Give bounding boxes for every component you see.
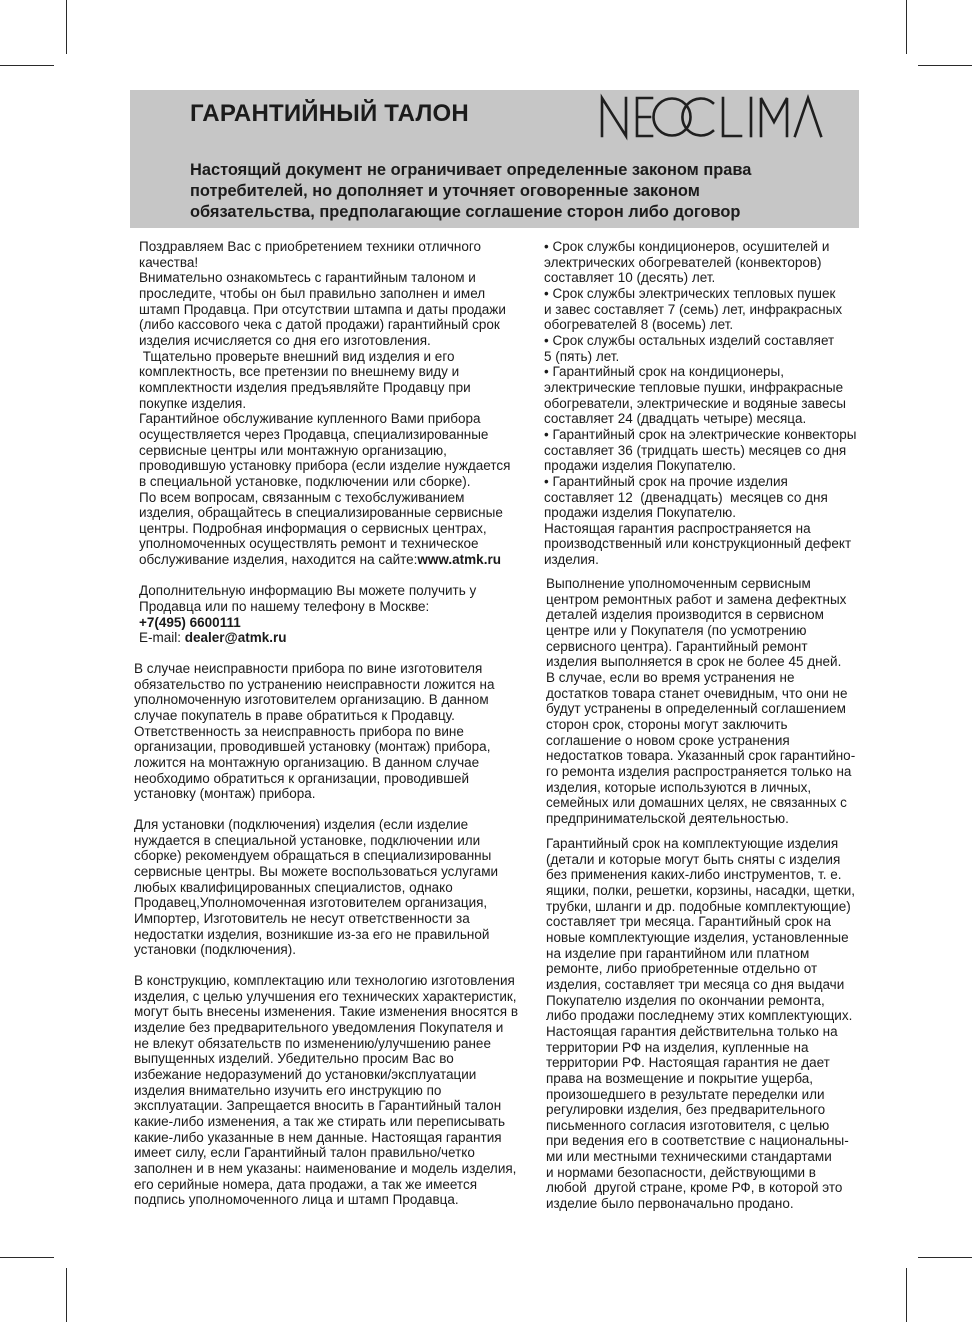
email-line: [139, 630, 510, 646]
text-line: продажи изделия Покупателю.: [544, 458, 736, 474]
blank-line: [139, 568, 510, 584]
crop-mark-top-left: [66, 0, 67, 54]
text-line: го ремонта изделия распространяется только на: [546, 763, 852, 779]
text-line: Импортер, Изготовитель не несут ответственности за: [134, 910, 470, 926]
text-line: составляет 36 (тридцать шесть) месяцев со дня: [544, 442, 847, 458]
text-line: Внимательно ознакомьтесь с гарантийным талоном и: [139, 270, 476, 286]
crop-mark-bottom-left: [66, 1268, 67, 1322]
text-line: (либо кассового чека с датой продажи) гарантийный срок: [139, 317, 500, 333]
text-line: штамп Продавца. При отсутствии штампа и даты продажи: [139, 301, 506, 317]
text-line: будут устранены в определенный соглашением: [546, 701, 846, 717]
subtitle-line: Настоящий документ не ограничивает определенные законом права: [190, 161, 752, 179]
text-line: центре или у Покупателя (по усмотрению: [546, 622, 807, 638]
text-line: какие-либо изменения, а так же стирать или переписывать: [134, 1113, 506, 1129]
text-line: Тщательно проверьте внешний вид изделия и его: [139, 348, 455, 364]
text-line: Покупателю изделия по окончании ремонта,: [546, 992, 825, 1008]
text-line: изделия, которые используются в личных,: [546, 779, 812, 795]
text-line: Поздравляем Вас с приобретением техники отличного: [139, 239, 482, 254]
text-line: • Гарантийный срок на электрические конвекторы: [544, 426, 857, 442]
text-line: выпущенных изделий. Убедительно просим Вас во: [134, 1051, 454, 1067]
text-line: сторон срок, стороны могут заключить: [546, 716, 788, 732]
text-line: соглашение о новом сроке устранения: [546, 732, 790, 748]
design-changes-paragraph: [134, 973, 518, 1208]
text-line: обогреватели, электрические и водяные завесы: [544, 395, 847, 411]
text-line: центры. Подробная информация о сервисных центрах,: [139, 520, 487, 536]
text-line: электрических обогревателей (конвекторов): [544, 254, 822, 270]
text-line: без применения каких-либо инструментов, т. е.: [546, 867, 842, 883]
text-line: комплектности изделия предъявляйте Продавцу при: [139, 379, 471, 395]
text-line: изделия выполняется в срок не более 45 дней.: [546, 654, 842, 670]
text-line: комплектность, все претензии по внешнему виду и: [139, 364, 460, 380]
text-line: составляет 12 (двенадцать) месяцев со дня: [544, 489, 828, 505]
text-line: • Гарантийный срок на прочие изделия: [544, 473, 788, 489]
text-line: Ответственность за неисправность прибора по вине: [134, 723, 464, 739]
neoclima-logo: [599, 92, 823, 142]
text-line: составляет три месяца. Гарантийный срок на: [546, 914, 831, 930]
text-line: территории РФ. Настоящая гарантия не дает: [546, 1055, 830, 1071]
text-line: изделие без предварительного уведомления Покупателя и: [134, 1019, 504, 1035]
crop-mark-top-right: [906, 0, 907, 54]
manufacturer-defect-paragraph: [134, 661, 495, 802]
site-line-text: обслуживание изделия, находится на сайте:: [139, 552, 418, 568]
text-line: трубки, шланги и др. подобные комплектующие): [546, 898, 851, 914]
repair-paragraph: [546, 576, 855, 827]
text-line: организации, проводившей установку (монтаж) прибора,: [134, 739, 491, 755]
text-line: изделия внимательно изучить его инструкцию по: [134, 1082, 442, 1098]
service-life-section: [544, 239, 856, 568]
text-line: Продавец,Уполномоченная изготовителем организация,: [134, 895, 488, 911]
text-line: имеет силу, если Гарантийный талон правильно/четко: [134, 1145, 475, 1161]
subtitle-line: обязательства, предполагающие соглашение сторон либо договор: [190, 203, 741, 221]
text-line: Выполнение уполномоченным сервисным: [546, 576, 811, 591]
text-line: любой другой стране, кроме РФ, в которой это: [546, 1180, 843, 1196]
text-line: центром ремонтных работ и замена дефектных: [546, 591, 847, 607]
text-line: случае покупатель в праве обратиться к Продавцу.: [134, 707, 455, 723]
text-line: заполнен и в нем указаны: наименование и модель изделия,: [134, 1160, 517, 1176]
text-line: составляет 24 (двадцать четыре) месяца.: [544, 411, 807, 427]
header-band: [130, 90, 859, 228]
text-line: и нормами безопасности, действующими в: [546, 1164, 816, 1180]
text-line: любых квалифицированных специалистов, однако: [134, 879, 453, 895]
text-line: права на возмещение и покрытие ущерба,: [546, 1070, 814, 1086]
text-line: достатков товара станет очевидным, что они не: [546, 685, 848, 701]
text-line: не влекут обязательств по изменению/улучшению ранее: [134, 1035, 491, 1051]
header-subtitle: [190, 160, 830, 223]
text-line: изделия, обращайтесь в специализированные сервисные: [139, 505, 503, 521]
text-line: Гарантийный срок на комплектующие изделия: [546, 836, 839, 851]
crop-mark-top-right: [918, 65, 972, 66]
text-line: ремонте, либо приобретенные отдельно от: [546, 961, 818, 977]
text-line: осуществляется через Продавца, специализированные: [139, 426, 489, 442]
text-line: нуждается в специальной установке, подключении или: [134, 832, 481, 848]
text-line: обязательство по устранению неисправности ложится на: [134, 676, 495, 692]
text-line: • Гарантийный срок на кондиционеры,: [544, 364, 785, 380]
text-line: либо продажи последнему этих комплектующих.: [546, 1008, 853, 1024]
text-line: сервисные центры или монтажную организацию,: [139, 442, 447, 458]
text-line: регулировки изделия, без предварительного: [546, 1102, 826, 1118]
text-line: изделия.: [544, 552, 599, 568]
text-line: качества!: [139, 254, 199, 270]
text-line: • Срок службы электрических тепловых пушек: [544, 285, 836, 301]
text-line: обогревателей 8 (восемь) лет.: [544, 317, 734, 333]
text-line: проводившую установку прибора (если изделие нуждается: [139, 458, 511, 474]
text-line: электрические тепловые пушки, инфракрасные: [544, 379, 844, 395]
text-line: могут быть внесены изменения. Такие изменения вносятся в: [134, 1004, 518, 1020]
text-line: подпись уполномоченного лица и штамп Продавца.: [134, 1192, 459, 1208]
text-line: и завес составляет 7 (семь) лет, инфракрасных: [544, 301, 843, 317]
page-title: ГАРАНТИЙНЫЙ ТАЛОН: [190, 100, 469, 127]
text-line: производственный или конструкционный дефект: [544, 536, 852, 552]
text-line: недостатки изделия, возникшие из-за его не правильной: [134, 926, 490, 942]
text-line: покупке изделия.: [139, 395, 247, 411]
crop-mark-bottom-right: [906, 1268, 907, 1322]
text-line: эксплуатации. Запрещается вносить в Гарантийный талон: [134, 1098, 502, 1114]
text-line: изделие было первоначально продано.: [546, 1196, 794, 1212]
text-line: недостатков товара. Указанный срок гарантийно-: [546, 748, 856, 764]
text-line: в специальной установке, подключении или сборке).: [139, 473, 471, 489]
text-line: Для установки (подключения) изделия (если изделие: [134, 817, 469, 832]
intro-section: [139, 239, 510, 646]
text-line: уполномоченных осуществлять ремонт и техническое: [139, 536, 479, 552]
text-line: • Срок службы остальных изделий составляет: [544, 332, 835, 348]
email-link[interactable]: dealer@atmk.ru: [184, 630, 287, 646]
text-line: проследите, чтобы он был правильно заполнен и имел: [139, 285, 486, 301]
text-line: письменного согласия изготовителя, с целью: [546, 1117, 830, 1133]
text-line: сервисного центра). Гарантийный ремонт: [546, 638, 808, 654]
text-line: изделия, составляет три месяца со дня выдачи: [546, 976, 845, 992]
text-line: изделия исчисляется со дня его изготовления.: [139, 332, 431, 348]
text-line: произошедшего в результате переделки или: [546, 1086, 825, 1102]
text-line: 5 (пять) лет.: [544, 348, 620, 364]
text-line: • Срок службы кондиционеров, осушителей и: [544, 239, 830, 254]
text-line: Дополнительную информацию Вы можете получить у: [139, 583, 477, 599]
text-line: ящики, полки, решетки, корзины, насадки, щетки,: [546, 882, 856, 898]
text-line: Гарантийное обслуживание купленного Вами прибора: [139, 411, 481, 427]
text-line: уполномоченную изготовителем организацию. В данном: [134, 692, 489, 708]
text-line: при ведения его в соответствие с национальны-: [546, 1133, 849, 1149]
text-line: территории РФ на изделия, купленные на: [546, 1039, 809, 1055]
subtitle-line: потребителей, но дополняет и уточняет оговоренные законом: [190, 182, 700, 200]
text-line: предпринимательской деятельностью.: [546, 810, 789, 826]
text-line: В случае неисправности прибора по вине изготовителя: [134, 661, 483, 676]
text-line: В случае, если во время устранения не: [546, 669, 795, 685]
text-line: избежание недоразумений до установки/эксплуатации: [134, 1066, 477, 1082]
text-line: составляет 10 (десять) лет.: [544, 270, 716, 286]
crop-mark-bottom-right: [918, 1257, 972, 1258]
components-warranty-paragraph: [546, 836, 855, 1212]
text-line: установку (монтаж) прибора.: [134, 786, 316, 802]
text-line: (детали и которые могут быть сняты с изделия: [546, 851, 841, 867]
crop-mark-top-left: [0, 65, 54, 66]
email-label: E-mail:: [139, 630, 185, 646]
text-line: изделия, с целью улучшения его технических характеристик,: [134, 988, 517, 1004]
text-line: его серийные номера, дата продажи, а так же имеется: [134, 1176, 478, 1192]
text-line: В конструкцию, комплектацию или технологию изготовления: [134, 973, 515, 988]
text-line: семейных или домашних целях, не связанных с: [546, 795, 847, 811]
text-line: ми или местными техническими стандартами: [546, 1149, 832, 1165]
text-line: деталей изделия производится в сервисном: [546, 607, 824, 623]
text-line: какие-либо указанные в нем данные. Настоящая гарантия: [134, 1129, 502, 1145]
text-line: По всем вопросам, связанным с техобслуживанием: [139, 489, 465, 505]
text-line: Настоящая гарантия распространяется на: [544, 520, 811, 536]
installation-paragraph: [134, 817, 498, 958]
text-line: установки (подключения).: [134, 942, 296, 958]
site-line: [139, 552, 510, 568]
text-line: Продавца или по нашему телефону в Москве:: [139, 599, 430, 615]
text-line: на изделие при гарантийном или платном: [546, 945, 810, 961]
text-line: ложится на монтажную организацию. В данном случае: [134, 754, 480, 770]
phone-number: +7(495) 6600111: [139, 614, 241, 630]
text-line: необходимо обратиться к организации, проводившей: [134, 770, 470, 786]
text-line: продажи изделия Покупателю.: [544, 505, 736, 521]
text-line: сервисные центры. Вы можете воспользоваться услугами: [134, 863, 499, 879]
crop-mark-bottom-left: [0, 1257, 54, 1258]
text-line: Настоящая гарантия действительна только на: [546, 1023, 838, 1039]
website-link[interactable]: www.atmk.ru: [417, 552, 501, 568]
text-line: сборке) рекомендуем обращаться в специализированны: [134, 848, 492, 864]
text-line: новые комплектующие изделия, установленные: [546, 929, 849, 945]
